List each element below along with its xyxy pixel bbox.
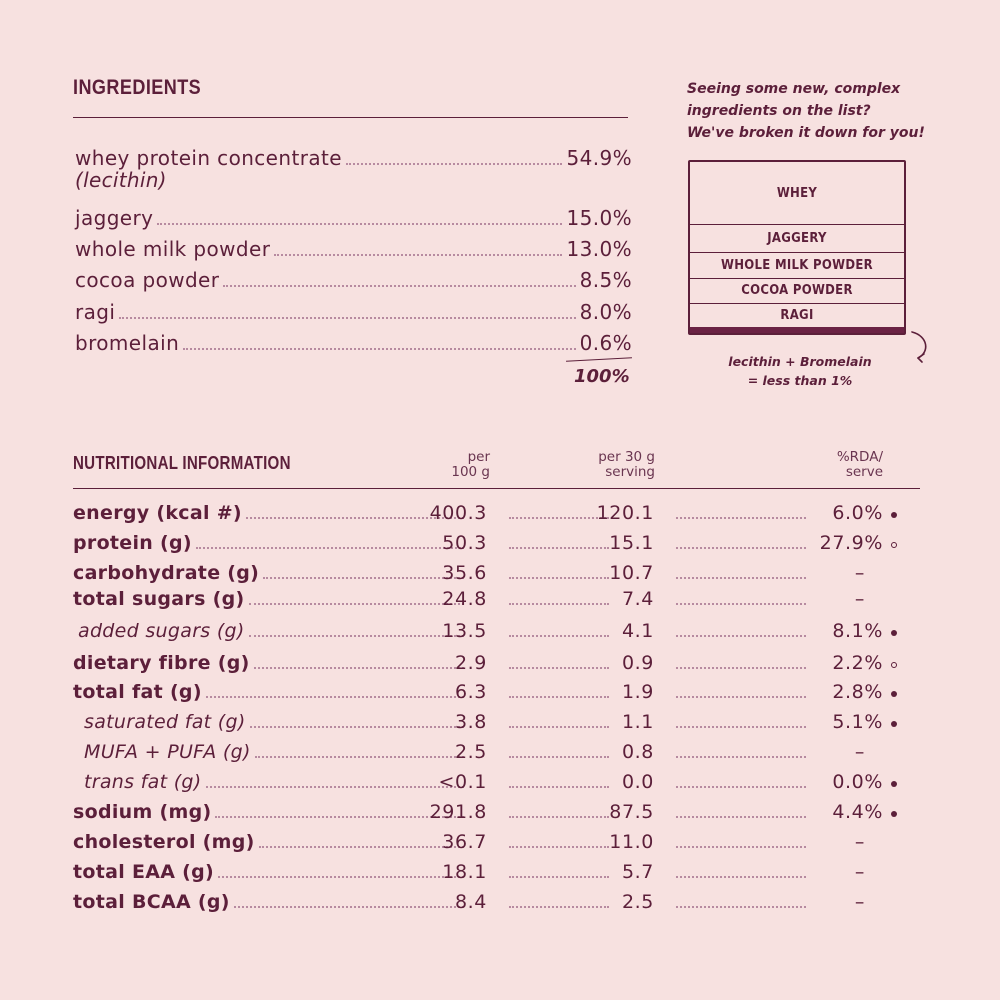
dot-leader <box>676 906 806 908</box>
value-per-serving: 11.0 <box>609 831 654 853</box>
dot-leader <box>183 348 575 350</box>
dot-leader <box>509 603 609 605</box>
value-per-100g: 13.5 <box>442 620 487 642</box>
nutrient-name: dietary fibre (g) <box>73 652 250 674</box>
stack-label: JAGGERY <box>767 230 827 246</box>
rda-marker-icon <box>891 630 897 636</box>
nutrient-cell <box>73 528 468 554</box>
value-rda: 2.8% <box>832 681 883 703</box>
value-rda: – <box>854 562 865 584</box>
dot-leader <box>509 696 609 698</box>
dot-leader <box>676 846 806 848</box>
nutrition-row <box>73 797 903 823</box>
ingredient-row <box>75 294 632 324</box>
nutrient-name: energy (kcal #) <box>73 502 242 524</box>
nutrition-row <box>73 584 903 610</box>
side-note-line: Seeing some new, complex <box>687 81 901 97</box>
stack-segment <box>690 162 904 225</box>
value-per-100g: 8.4 <box>454 891 487 913</box>
ingredient-row <box>75 231 632 261</box>
ingredient-percent: 8.0% <box>579 300 632 324</box>
nutrient-name: sodium (mg) <box>73 801 212 823</box>
column-header-line: %RDA/ <box>836 449 883 465</box>
total-divider <box>566 357 632 361</box>
rda-marker-icon <box>891 721 897 727</box>
ingredient-percent: 54.9% <box>566 146 632 170</box>
ingredient-percent: 8.5% <box>579 268 632 292</box>
value-rda: – <box>854 891 865 913</box>
nutrient-name: carbohydrate (g) <box>73 562 260 584</box>
value-per-100g: 3.8 <box>454 711 487 733</box>
value-rda: – <box>854 741 865 763</box>
dot-leader <box>509 577 609 579</box>
ingredient-name: whey protein concentrate <box>75 146 342 170</box>
dot-leader <box>509 635 609 637</box>
nutrition-row <box>73 827 903 853</box>
dot-leader <box>509 726 609 728</box>
dot-leader <box>676 547 806 549</box>
dot-leader <box>249 603 465 605</box>
stack-segment <box>690 252 904 279</box>
nutrient-name: cholesterol (mg) <box>73 831 255 853</box>
stack-segment <box>690 303 904 327</box>
dot-leader <box>215 816 464 818</box>
ingredients-divider <box>73 117 628 118</box>
nutrient-name: added sugars (g) <box>78 620 245 642</box>
value-per-100g: 35.6 <box>442 562 487 584</box>
value-per-100g: 291.8 <box>429 801 487 823</box>
nutrient-name: saturated fat (g) <box>84 711 246 733</box>
nutrition-title: NUTRITIONAL INFORMATION <box>73 453 291 473</box>
ingredient-percent: 0.6% <box>579 331 632 355</box>
value-rda: 2.2% <box>832 652 883 674</box>
nutrition-row <box>73 887 903 913</box>
dot-leader <box>259 846 464 848</box>
nutrient-name: total BCAA (g) <box>73 891 230 913</box>
value-per-100g: 24.8 <box>442 588 487 610</box>
nutrient-name: total EAA (g) <box>73 861 215 883</box>
ingredient-percent: 15.0% <box>566 206 632 230</box>
nutrient-name: total sugars (g) <box>73 588 245 610</box>
nutrient-cell <box>73 797 468 823</box>
rda-marker-icon <box>891 542 897 548</box>
stack-segment <box>690 278 904 304</box>
value-per-serving: 5.7 <box>621 861 654 883</box>
rda-marker-icon <box>891 781 897 787</box>
nutrition-row <box>73 648 903 674</box>
value-per-100g: 2.9 <box>454 652 487 674</box>
nutrition-row <box>73 498 903 524</box>
value-per-100g: 18.1 <box>442 861 487 883</box>
value-per-100g: 50.3 <box>442 532 487 554</box>
value-rda: – <box>854 588 865 610</box>
column-header-line: per 30 g <box>598 449 655 465</box>
ingredient-stack-box <box>688 160 906 335</box>
dot-leader <box>346 163 563 165</box>
value-per-serving: 1.9 <box>621 681 654 703</box>
rda-marker-icon <box>891 691 897 697</box>
value-per-serving: 0.0 <box>621 771 654 793</box>
ingredient-row <box>75 262 632 292</box>
value-per-serving: 0.9 <box>621 652 654 674</box>
dot-leader <box>119 317 575 319</box>
column-header-per-serving <box>570 450 655 480</box>
nutrient-cell <box>73 677 468 703</box>
rda-marker-icon <box>891 662 897 668</box>
value-per-serving: 1.1 <box>621 711 654 733</box>
value-rda: – <box>854 861 865 883</box>
value-per-serving: 120.1 <box>596 502 654 524</box>
side-note-line: We've broken it down for you! <box>687 125 925 141</box>
stack-label: RAGI <box>780 307 814 323</box>
dot-leader <box>676 603 806 605</box>
value-per-serving: 4.1 <box>621 620 654 642</box>
dot-leader <box>263 577 464 579</box>
dot-leader <box>676 577 806 579</box>
value-rda: – <box>854 831 865 853</box>
dot-leader <box>676 696 806 698</box>
dot-leader <box>676 816 806 818</box>
nutrient-name: MUFA + PUFA (g) <box>84 741 251 763</box>
nutrition-row <box>73 707 903 733</box>
stack-footnote <box>720 352 880 390</box>
stack-label: WHEY <box>776 185 818 201</box>
dot-leader <box>676 786 806 788</box>
value-rda: 5.1% <box>832 711 883 733</box>
column-header-rda <box>800 450 883 480</box>
dot-leader <box>509 876 609 878</box>
nutrient-name: trans fat (g) <box>84 771 202 793</box>
stack-label: WHOLE MILK POWDER <box>721 257 873 273</box>
dot-leader <box>254 667 464 669</box>
dot-leader <box>250 726 464 728</box>
dot-leader <box>509 786 609 788</box>
dot-leader <box>676 667 806 669</box>
dot-leader <box>509 846 609 848</box>
ingredient-name: whole milk powder <box>75 237 271 261</box>
dot-leader <box>509 547 609 549</box>
nutrient-cell <box>73 707 468 733</box>
value-rda: 6.0% <box>832 502 883 524</box>
dot-leader <box>223 285 575 287</box>
nutrient-cell <box>73 857 468 883</box>
value-per-serving: 7.4 <box>621 588 654 610</box>
dot-leader <box>509 667 609 669</box>
column-header-line: 100 g <box>451 464 490 480</box>
value-per-serving: 0.8 <box>621 741 654 763</box>
nutrition-row <box>73 528 903 554</box>
dot-leader <box>249 635 464 637</box>
ingredient-row <box>75 200 632 230</box>
dot-leader <box>255 756 464 758</box>
curved-arrow-icon <box>908 328 934 364</box>
value-rda: 8.1% <box>832 620 883 642</box>
stack-footnote-line: = less than 1% <box>747 373 853 388</box>
stack-footnote-line: lecithin + Bromelain <box>728 354 872 369</box>
stack-label: COCOA POWDER <box>741 283 853 298</box>
nutrient-cell <box>73 616 468 642</box>
rda-marker-icon <box>891 811 897 817</box>
value-per-serving: 10.7 <box>609 562 654 584</box>
ingredient-name: bromelain <box>75 331 180 355</box>
nutrition-divider <box>73 488 920 489</box>
dot-leader <box>509 816 609 818</box>
value-per-100g: 6.3 <box>454 681 487 703</box>
dot-leader <box>234 906 464 908</box>
dot-leader <box>676 726 806 728</box>
column-header-line: serving <box>605 464 655 480</box>
dot-leader <box>274 254 562 256</box>
dot-leader <box>218 876 464 878</box>
value-per-serving: 87.5 <box>609 801 654 823</box>
dot-leader <box>509 756 609 758</box>
nutrition-row <box>73 737 903 763</box>
ingredient-name: cocoa powder <box>75 268 220 292</box>
side-note-line: ingredients on the list? <box>687 103 871 119</box>
nutrition-row <box>73 767 903 793</box>
value-per-serving: 2.5 <box>621 891 654 913</box>
nutrition-row <box>73 677 903 703</box>
ingredient-percent: 13.0% <box>566 237 632 261</box>
value-per-serving: 15.1 <box>609 532 654 554</box>
rda-marker-icon <box>891 512 897 518</box>
nutrient-cell <box>73 737 468 763</box>
dot-leader <box>509 517 609 519</box>
nutrient-cell <box>73 767 468 793</box>
dot-leader <box>676 756 806 758</box>
stack-minor-bar <box>690 327 904 333</box>
column-header-per-100g <box>430 450 490 480</box>
value-rda: 0.0% <box>832 771 883 793</box>
value-rda: 4.4% <box>832 801 883 823</box>
nutrient-cell <box>73 584 468 610</box>
nutrition-row <box>73 558 903 584</box>
dot-leader <box>196 547 464 549</box>
nutrient-cell <box>73 498 468 524</box>
dot-leader <box>676 517 806 519</box>
ingredient-name: ragi <box>75 300 116 324</box>
nutrition-row <box>73 616 903 642</box>
nutrient-cell <box>73 827 468 853</box>
value-rda: 27.9% <box>819 532 883 554</box>
nutrient-cell <box>73 887 468 913</box>
ingredient-name: jaggery <box>75 206 154 230</box>
dot-leader <box>206 786 465 788</box>
ingredients-title: INGREDIENTS <box>73 76 202 99</box>
ingredient-row <box>75 325 632 355</box>
dot-leader <box>676 876 806 878</box>
value-per-100g: 36.7 <box>442 831 487 853</box>
column-header-line: per <box>467 449 490 465</box>
dot-leader <box>509 906 609 908</box>
value-per-100g: 2.5 <box>454 741 487 763</box>
value-per-100g: <0.1 <box>438 771 487 793</box>
ingredients-total: 100% <box>574 366 630 387</box>
ingredient-row <box>75 140 632 170</box>
dot-leader <box>157 223 562 225</box>
nutrient-cell <box>73 558 468 584</box>
ingredient-sub-note: (lecithin) <box>75 168 167 192</box>
nutrient-cell <box>73 648 468 674</box>
dot-leader <box>676 635 806 637</box>
column-header-line: serve <box>845 464 883 480</box>
nutrient-name: total fat (g) <box>73 681 202 703</box>
dot-leader <box>206 696 464 698</box>
stack-segment <box>690 224 904 253</box>
nutrition-row <box>73 857 903 883</box>
value-per-100g: 400.3 <box>429 502 487 524</box>
nutrient-name: protein (g) <box>73 532 192 554</box>
